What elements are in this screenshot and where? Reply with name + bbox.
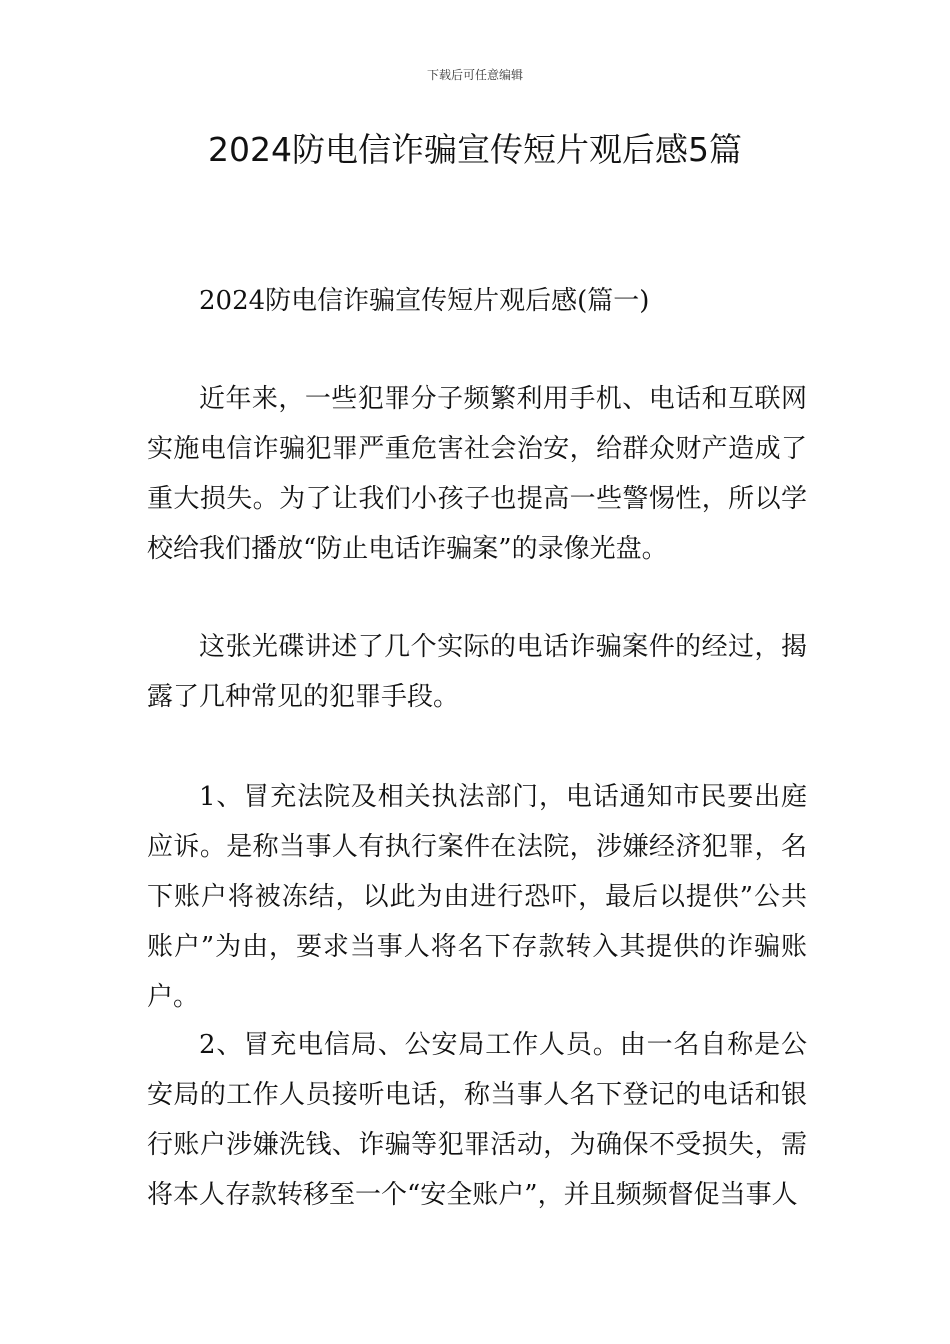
- paragraph-1: 近年来，一些犯罪分子频繁利用手机、电话和互联网实施电信诈骗犯罪严重危害社会治安，给群众财产造成了重大损失。为了让我们小孩子也提高一些警惕性，所以学校给我们播放“防止电话诈骗案”的录像光盘。: [147, 384, 807, 564]
- header-note: 下载后可任意编辑: [426, 68, 523, 82]
- section-heading: 2024防电信诈骗宣传短片观后感(篇一): [199, 286, 650, 316]
- document-title: 2024防电信诈骗宣传短片观后感5篇: [208, 130, 742, 169]
- paragraph-4: 2、冒充电信局、公安局工作人员。由一名自称是公安局的工作人员接听电话，称当事人名下登记的电话和银行账户涉嫌洗钱、诈骗等犯罪活动，为确保不受损失，需将本人存款转移至一个“安全账户”，并且频频督促当事人: [147, 1030, 807, 1210]
- paragraph-2: 这张光碟讲述了几个实际的电话诈骗案件的经过，揭露了几种常见的犯罪手段。: [147, 632, 807, 712]
- paragraph-3: 1、冒充法院及相关执法部门，电话通知市民要出庭应诉。是称当事人有执行案件在法院，涉嫌经济犯罪，名下账户将被冻结，以此为由进行恐吓，最后以提供”公共账户”为由，要求当事人将名下存款转入其提供的诈骗账户。: [147, 782, 807, 1012]
